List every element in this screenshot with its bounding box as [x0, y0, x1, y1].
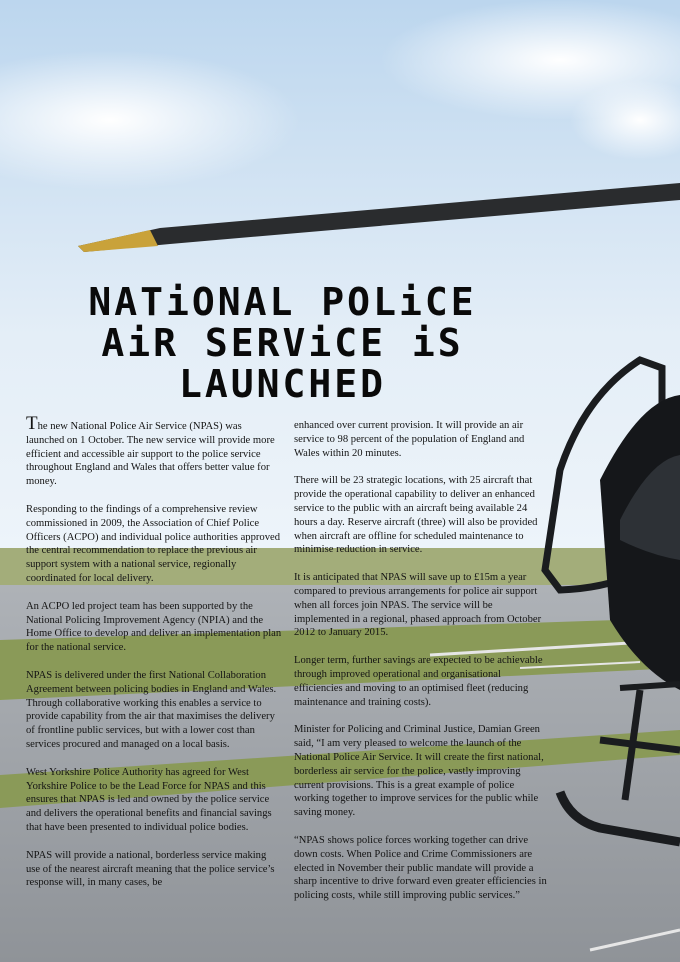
article-paragraph: Responding to the findings of a comprehensive review commissioned in 2009, the Association of Chief Police Officers (ACPO) and individual police authorities approved the central recommendation to replace the previous air support system with a national service, regionally coordinated for local delivery. — [26, 503, 280, 584]
headline-line: NATiONAL POLiCE — [88, 280, 477, 324]
article-paragraph: An ACPO led project team has been supported by the National Policing Improvement Agency (NPIA) and the Home Office to develop and deliver an implementation plan for the national service. — [26, 600, 282, 654]
headline-line: LAUNCHED — [178, 362, 387, 406]
article-paragraph: The new National Police Air Service (NPAS) was launched on 1 October. The new service will provide more efficient and accessible air support to the police service throughout England and Wales that offers better value for money. — [26, 413, 275, 488]
article-paragraph: “NPAS shows police forces working together can drive down costs. When Police and Crime Commissioners are elected in November their public mandate will provide a sharp incentive to drive forward even greater efficiencies in policing costs, while still improving public services.” — [294, 834, 547, 902]
article-paragraph: Minister for Policing and Criminal Justice, Damian Green said, “I am very pleased to welcome the launch of the National Police Air Service. It will create the first national, borderless air service for the police, vastly improving current provisions. This is a great example of police working together to improve services for the public while saving money. — [294, 724, 544, 819]
article-paragraph: NPAS will provide a national, borderless service making use of the nearest aircraft meaning that the police service’s response will, in many cases, be — [26, 849, 275, 889]
article-paragraph: There will be 23 strategic locations, with 25 aircraft that provide the operational capability to deliver an enhanced service to the public with an aircraft being available 24 hours a day. Reserve aircraft (three) will also be provided when aircraft are offline for scheduled maintenance to minimise reduction in service. — [294, 475, 538, 556]
skid-step — [620, 684, 680, 688]
article-paragraph: NPAS is delivered under the first National Collaboration Agreement between policing bodies in England and Wales. Through collaborative working this enables a service to provide capability from the air that maximises the delivery of frontline public services, but with a lower cost than services procured and managed on a local basis. — [26, 669, 277, 750]
headline-line: AiR SERViCE iS — [101, 321, 464, 365]
article-paragraph: It is anticipated that NPAS will save up to £15m a year compared to previous arrangements for police air support when all forces join NPAS. The service will be implemented in a regional, phased approach from October 2012 to January 2015. — [294, 572, 542, 639]
article-headline — [0, 282, 565, 405]
article-column-left — [26, 413, 282, 904]
article-paragraph: Longer term, further savings are expected to be achievable through improved operational and organisational efficiencies and moving to an optimised fleet (reducing maintenance and training costs). — [294, 655, 543, 708]
article-paragraph: enhanced over current provision. It will provide an air service to 98 percent of the population of England and Wales within 20 minutes. — [294, 420, 525, 459]
drop-cap: T — [26, 413, 38, 434]
article-column-right — [294, 419, 550, 917]
article-paragraph: West Yorkshire Police Authority has agreed for West Yorkshire Police to be the Lead Force for NPAS and this ensures that NPAS is led and owned by the police service and delivers the operational benefits and financial savings that have been presented to individual police bodies. — [26, 766, 272, 833]
